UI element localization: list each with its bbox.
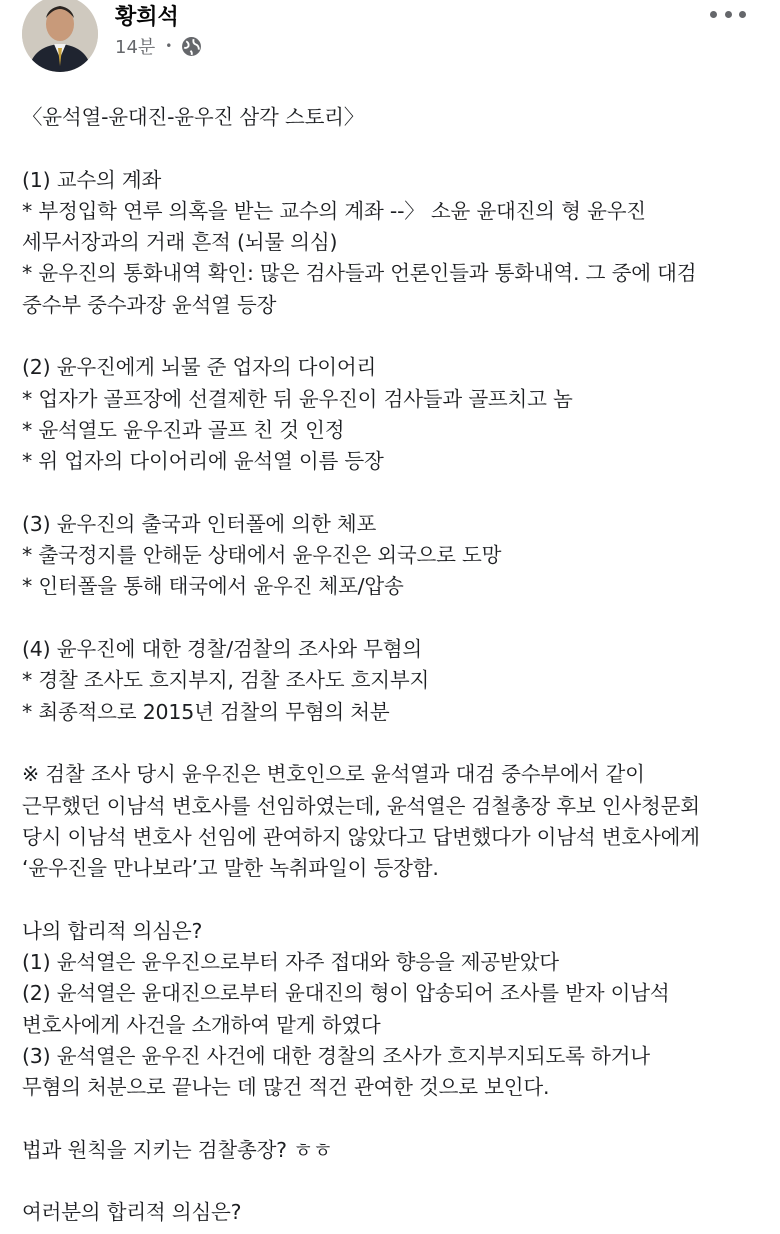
post-line: * 윤우진의 통화내역 확인: 많은 검사들과 언론인들과 통화내역. 그 중에 대검 (22, 261, 697, 286)
post-line (22, 133, 762, 164)
post-line (22, 728, 762, 759)
more-options-icon[interactable] (710, 4, 746, 24)
post-line (22, 603, 762, 634)
post-line: 세무서장과의 거래 흔적 (뇌물 의심) (22, 230, 338, 255)
post-line: * 최종적으로 2015년 검찰의 무혐의 처분 (22, 699, 390, 724)
author-name[interactable]: 황희석 (115, 5, 179, 30)
post-line (22, 884, 762, 915)
post-line: (3) 윤석열은 윤우진 사건에 대한 경찰의 조사가 흐지부지되도록 하거나 (22, 1043, 650, 1068)
post-line: (3) 윤우진의 출국과 인터폴에 의한 체포 (22, 511, 377, 536)
post-line: 근무했던 이남석 변호사를 선임하였는데, 윤석열은 검철총장 후보 인사청문회 (22, 793, 700, 818)
post-line (22, 1104, 762, 1135)
post-line: (2) 윤우진에게 뇌물 준 업자의 다이어리 (22, 355, 377, 380)
post-line: * 위 업자의 다이어리에 윤석열 이름 등장 (22, 449, 384, 474)
post-line: * 경찰 조사도 흐지부지, 검찰 조사도 흐지부지 (22, 668, 430, 693)
post-header (0, 0, 780, 80)
post-line: (1) 윤석열은 윤우진으로부터 자주 접대와 향응을 제공받았다 (22, 950, 559, 975)
post-line (22, 321, 762, 352)
post-line: * 부정입학 연루 의혹을 받는 교수의 계좌 --〉 소윤 윤대진의 형 윤우진 (22, 198, 646, 223)
post-line: * 인터폴을 통해 태국에서 윤우진 체포/압송 (22, 574, 404, 599)
post-body (22, 102, 762, 1229)
post-line: * 출국정지를 안해둔 상태에서 윤우진은 외국으로 도망 (22, 543, 502, 568)
post-line: (4) 윤우진에 대한 경찰/검찰의 조사와 무혐의 (22, 637, 422, 662)
post-line: 여러분의 합리적 의심은? (22, 1200, 242, 1225)
post-line: 변호사에게 사건을 소개하여 맡게 하였다 (22, 1012, 381, 1037)
meta-separator: • (165, 39, 173, 53)
post-line: 법과 원칙을 지키는 검찰총장? ㅎㅎ (22, 1137, 333, 1162)
post-line: * 윤석열도 윤우진과 골프 친 것 인정 (22, 417, 345, 442)
post-line: 당시 이남석 변호사 선임에 관여하지 않았다고 답변했다가 이남석 변호사에게 (22, 824, 700, 849)
globe-icon[interactable] (181, 36, 202, 57)
post-line: ※ 검찰 조사 당시 윤우진은 변호인으로 윤석열과 대검 중수부에서 같이 (22, 762, 645, 787)
post-line: (2) 윤석열은 윤대진으로부터 윤대진의 형이 압송되어 조사를 받자 이남석 (22, 981, 670, 1006)
post-line: 무혐의 처분으로 끝나는 데 많건 적건 관여한 것으로 보인다. (22, 1075, 550, 1100)
post-meta (115, 33, 202, 59)
post-line: 〈윤석열-윤대진-윤우진 삼각 스토리〉 (22, 105, 365, 129)
post-line: 나의 합리적 의심은? (22, 918, 203, 943)
post-line (22, 478, 762, 509)
post-line: ‘윤우진을 만나보라’고 말한 녹취파일이 등장함. (22, 856, 439, 881)
post-timestamp[interactable]: 14분 (115, 37, 156, 58)
avatar[interactable] (22, 0, 98, 72)
post-line: (1) 교수의 계좌 (22, 167, 162, 192)
post-line: 중수부 중수과장 윤석열 등장 (22, 292, 277, 317)
post-line: * 업자가 골프장에 선결제한 뒤 윤우진이 검사들과 골프치고 놈 (22, 386, 573, 411)
post-line (22, 1166, 762, 1197)
